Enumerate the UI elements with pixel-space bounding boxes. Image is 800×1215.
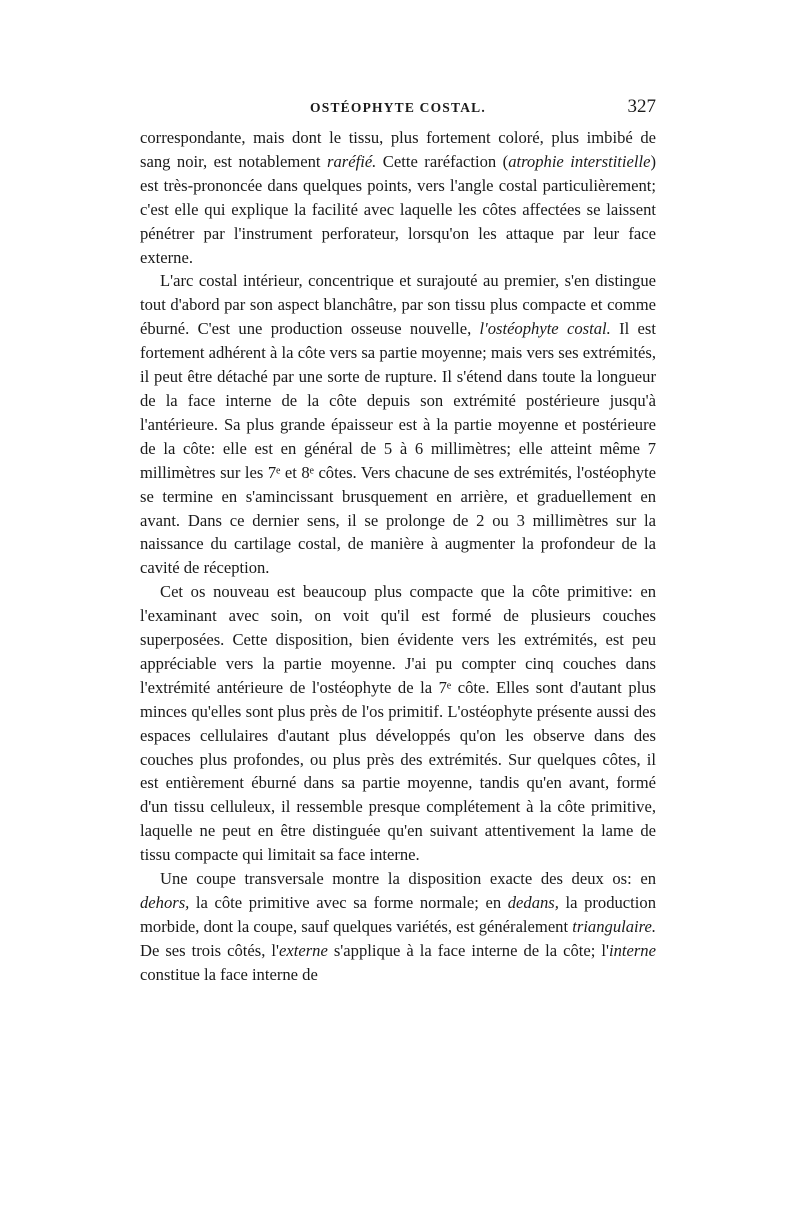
text-segment: Cet os nouveau est beaucoup plus compacte que la côte primitive: en l'examinant avec soin, on voit qu'il est formé de plusieurs couches superposées. Cette disposition, bien évidente vers les extrémités, est peu appréciable vers la partie moyenne. J'ai pu compter cinq couches dans l'extrémité antérieure de l'ostéophyte de la 7ᵉ côte. Elles sont d'autant plus minces qu'elles sont plus près de l'os primitif. L'ostéophyte présente aussi des espaces cellulaires d'autant plus développés qu'on les observe dans des couches plus profondes, ou plus près des extrémités. Sur quelques côtes, il est entièrement éburné dans sa partie moyenne, tandis qu'en avant, formé d'un tissu celluleux, il ressemble presque complétement à la côte primitive, laquelle ne peut en être distinguée qu'en suivant attentivement la lame de tissu compacte qui limitait sa face interne. [140,582,656,865]
text-segment: Une coupe transversale montre la disposition exacte des deux os: en [160,869,656,889]
paragraph-1 [140,126,656,269]
italic-text-segment: externe [279,940,328,960]
page-number: 327 [627,96,656,117]
text-segment: Il est fortement adhérent à la côte vers sa partie moyenne; mais vers ses extrémités, il peut être détaché par une sorte de rupture. Il s'étend dans toute la longueur de la face interne de la côte depuis son extrémité postérieure jusqu'à l'antérieure. Sa plus grande épaisseur est à la partie moyenne et postérieure de la côte: elle est en général de 5 à 6 millimètres; elle atteint même 7 millimètres sur les 7ᵉ et 8ᵉ côtes. Vers chacune de ses extrémités, l'ostéophyte se termine en s'amincissant brusquement en arrière, et graduellement en avant. Dans ce dernier sens, il se prolonge de 2 ou 3 millimètres sur la naissance du cartilage costal, de manière à augmenter la profondeur de la cavité de réception. [140,319,656,578]
text-segment: constitue la face interne de [140,964,318,984]
running-title: OSTÉOPHYTE COSTAL. [310,100,486,115]
italic-text-segment: l'ostéophyte costal. [479,319,611,339]
page-header [140,96,656,120]
italic-text-segment: raréfié. [327,151,377,171]
text-segment: ) est très-prononcée dans quelques points, vers l'angle costal particulièrement; c'est elle qui explique la facilité avec laquelle les côtes affectées se laissent pénétrer par l'instrument perforateur, lorsqu'on les attaque par leur face externe. [140,151,657,267]
text-segment: s'applique à la face interne de la côte; l' [327,940,609,960]
paragraph-3 [140,580,656,867]
text-segment: la production morbide, dont la coupe, sauf quelques variétés, est généralement [140,893,656,936]
italic-text-segment: dedans, [507,893,559,912]
italic-text-segment: atrophie interstitielle [508,151,651,171]
italic-text-segment: triangulaire. [572,916,656,936]
text-segment: Cette raréfaction ( [376,151,509,171]
italic-text-segment: dehors, [140,893,190,912]
body-text [140,126,656,987]
italic-text-segment: interne [608,940,656,960]
paragraph-2 [140,269,656,580]
text-segment: L'arc costal intérieur, concentrique et surajouté au premier, s'en distingue tout d'abord par son aspect blanchâtre, par son tissu plus compacte et comme éburné. C'est une production osseuse nouvelle, [140,271,656,339]
text-segment: correspondante, mais dont le tissu, plus fortement coloré, plus imbibé de sang noir, est notablement [140,128,656,171]
text-segment: De ses trois côtés, l' [140,940,279,960]
paragraph-4 [140,867,656,987]
text-segment: la côte primitive avec sa forme normale; en [189,893,508,912]
